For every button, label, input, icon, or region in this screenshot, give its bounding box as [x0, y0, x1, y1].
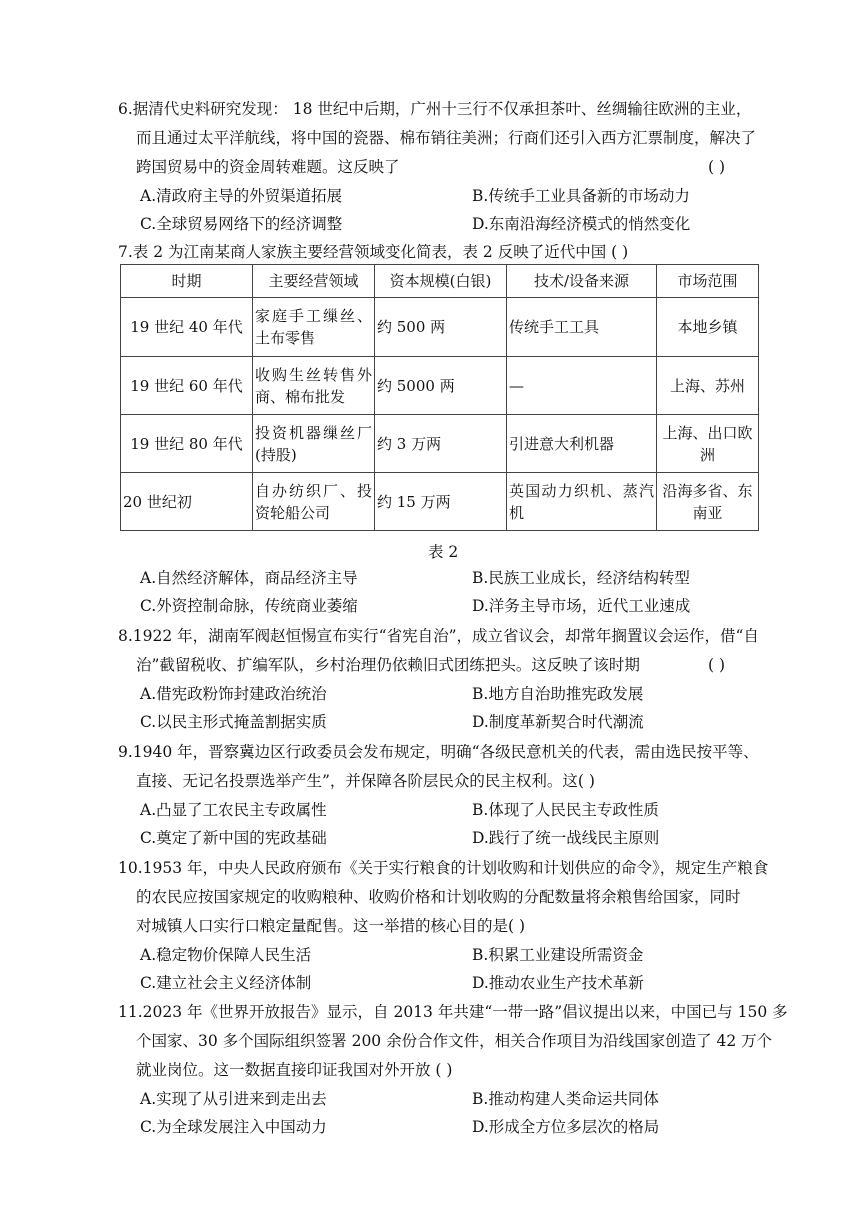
table-cell: 约 500 两 [375, 298, 507, 357]
table-cell: 投资机器缫丝厂(持股) [253, 415, 375, 473]
table-cell: 约 15 万两 [375, 473, 507, 531]
question-11-line: 就业岗位。这一数据直接印证我国对外开放 ( ) [136, 1061, 453, 1079]
option-c: C.外资控制命脉，传统商业萎缩 [140, 597, 358, 615]
answer-paren: ( ) [708, 158, 726, 176]
table-row [121, 415, 759, 473]
table-cell: 收购生丝转售外商、棉布批发 [253, 357, 375, 415]
table-cell: 传统手工工具 [507, 298, 657, 357]
option-b: B.民族工业成长，经济结构转型 [472, 569, 690, 587]
option-d: D.东南沿海经济模式的悄然变化 [472, 215, 691, 233]
option-b: B.地方自治助推宪政发展 [472, 685, 644, 703]
question-9-line: 9.1940 年，晋察冀边区行政委员会发布规定，明确“各级民意机关的代表，需由选民按平等、 [118, 743, 759, 761]
question-10-line: 10.1953 年，中央人民政府颁布《关于实行粮食的计划收购和计划供应的命令》，规定生产粮食 [118, 859, 769, 877]
question-11-line: 个国家、30 多个国际组织签署 200 余份合作文件，相关合作项目为沿线国家创造了 42 万个 [136, 1032, 773, 1050]
option-b: B.积累工业建设所需资金 [472, 946, 644, 964]
option-c: C.奠定了新中国的宪政基础 [140, 829, 327, 847]
table-cell: — [507, 357, 657, 415]
table-cell: 19 世纪 60 年代 [121, 357, 253, 415]
option-c: C.全球贸易网络下的经济调整 [140, 215, 343, 233]
table-row [121, 357, 759, 415]
table-cell: 上海、苏州 [657, 357, 759, 415]
table-2 [120, 264, 759, 531]
table-caption: 表 2 [428, 543, 459, 561]
option-c: C.建立社会主义经济体制 [140, 974, 312, 992]
table-cell: 上海、出口欧洲 [657, 415, 759, 473]
table-header-cell: 技术/设备来源 [507, 265, 657, 298]
option-a: A.自然经济解体，商品经济主导 [140, 569, 358, 587]
table-cell: 本地乡镇 [657, 298, 759, 357]
table-header-row [121, 265, 759, 298]
table-cell: 20 世纪初 [121, 473, 253, 531]
question-8-line: 8.1922 年，湖南军阀赵恒惕宣布实行“省宪自治”，成立省议会，却常年搁置议会运作，借“自 [118, 627, 759, 645]
question-9-line: 直接、无记名投票选举产生”，并保障各阶层民众的民主权利。这( ) [136, 772, 595, 790]
option-b: B.传统手工业具备新的市场动力 [472, 187, 690, 205]
option-a: A.借宪政粉饰封建政治统治 [140, 685, 327, 703]
question-7-line: 7.表 2 为江南某商人家族主要经营领域变化简表，表 2 反映了近代中国 ( ) [118, 243, 629, 261]
option-d: D.践行了统一战线民主原则 [472, 829, 660, 847]
table-cell: 家庭手工缫丝、土布零售 [253, 298, 375, 357]
option-a: A.凸显了工农民主专政属性 [140, 801, 327, 819]
table-cell: 自办纺织厂、投资轮船公司 [253, 473, 375, 531]
question-6-line: 跨国贸易中的资金周转难题。这反映了 [136, 158, 400, 176]
option-d: D.推动农业生产技术革新 [472, 974, 644, 992]
option-a: A.实现了从引进来到走出去 [140, 1090, 327, 1108]
option-b: B.体现了人民民主专政性质 [472, 801, 659, 819]
table-cell: 英国动力织机、蒸汽机 [507, 473, 657, 531]
question-10-line: 对城镇人口实行口粮定量配售。这一举措的核心目的是( ) [136, 917, 526, 935]
table-header-cell: 资本规模(白银) [375, 265, 507, 298]
option-c: C.为全球发展注入中国动力 [140, 1118, 327, 1136]
table-cell: 引进意大利机器 [507, 415, 657, 473]
option-a: A.清政府主导的外贸渠道拓展 [140, 187, 343, 205]
question-6-line: 6.据清代史料研究发现： 18 世纪中后期，广州十三行不仅承担茶叶、丝绸输往欧洲的主业， [118, 100, 752, 118]
answer-paren: ( ) [708, 656, 726, 674]
table-row [121, 473, 759, 531]
option-c: C.以民主形式掩盖割据实质 [140, 713, 327, 731]
table-cell: 约 3 万两 [375, 415, 507, 473]
option-d: D.洋务主导市场，近代工业速成 [472, 597, 691, 615]
option-b: B.推动构建人类命运共同体 [472, 1090, 659, 1108]
question-8-line: 治”截留税收、扩编军队，乡村治理仍依赖旧式团练把头。这反映了该时期 [136, 656, 640, 674]
table-header-cell: 时期 [121, 265, 253, 298]
table-cell: 约 5000 两 [375, 357, 507, 415]
table-header-cell: 主要经营领域 [253, 265, 375, 298]
option-d: D.制度革新契合时代潮流 [472, 713, 644, 731]
question-6-line: 而且通过太平洋航线，将中国的瓷器、棉布销往美洲；行商们还引入西方汇票制度，解决了 [136, 129, 757, 147]
table-header-cell: 市场范围 [657, 265, 759, 298]
table-row [121, 298, 759, 357]
table-cell: 19 世纪 80 年代 [121, 415, 253, 473]
question-10-line: 的农民应按国家规定的收购粮种、收购价格和计划收购的分配数量将余粮售给国家，同时 [136, 888, 741, 906]
table-cell: 沿海多省、东南亚 [657, 473, 759, 531]
table-cell: 19 世纪 40 年代 [121, 298, 253, 357]
option-d: D.形成全方位多层次的格局 [472, 1118, 660, 1136]
question-11-line: 11.2023 年《世界开放报告》显示，自 2013 年共建“一带一路”倡议提出以来，中国已与 150 多 [118, 1003, 788, 1021]
option-a: A.稳定物价保障人民生活 [140, 946, 312, 964]
